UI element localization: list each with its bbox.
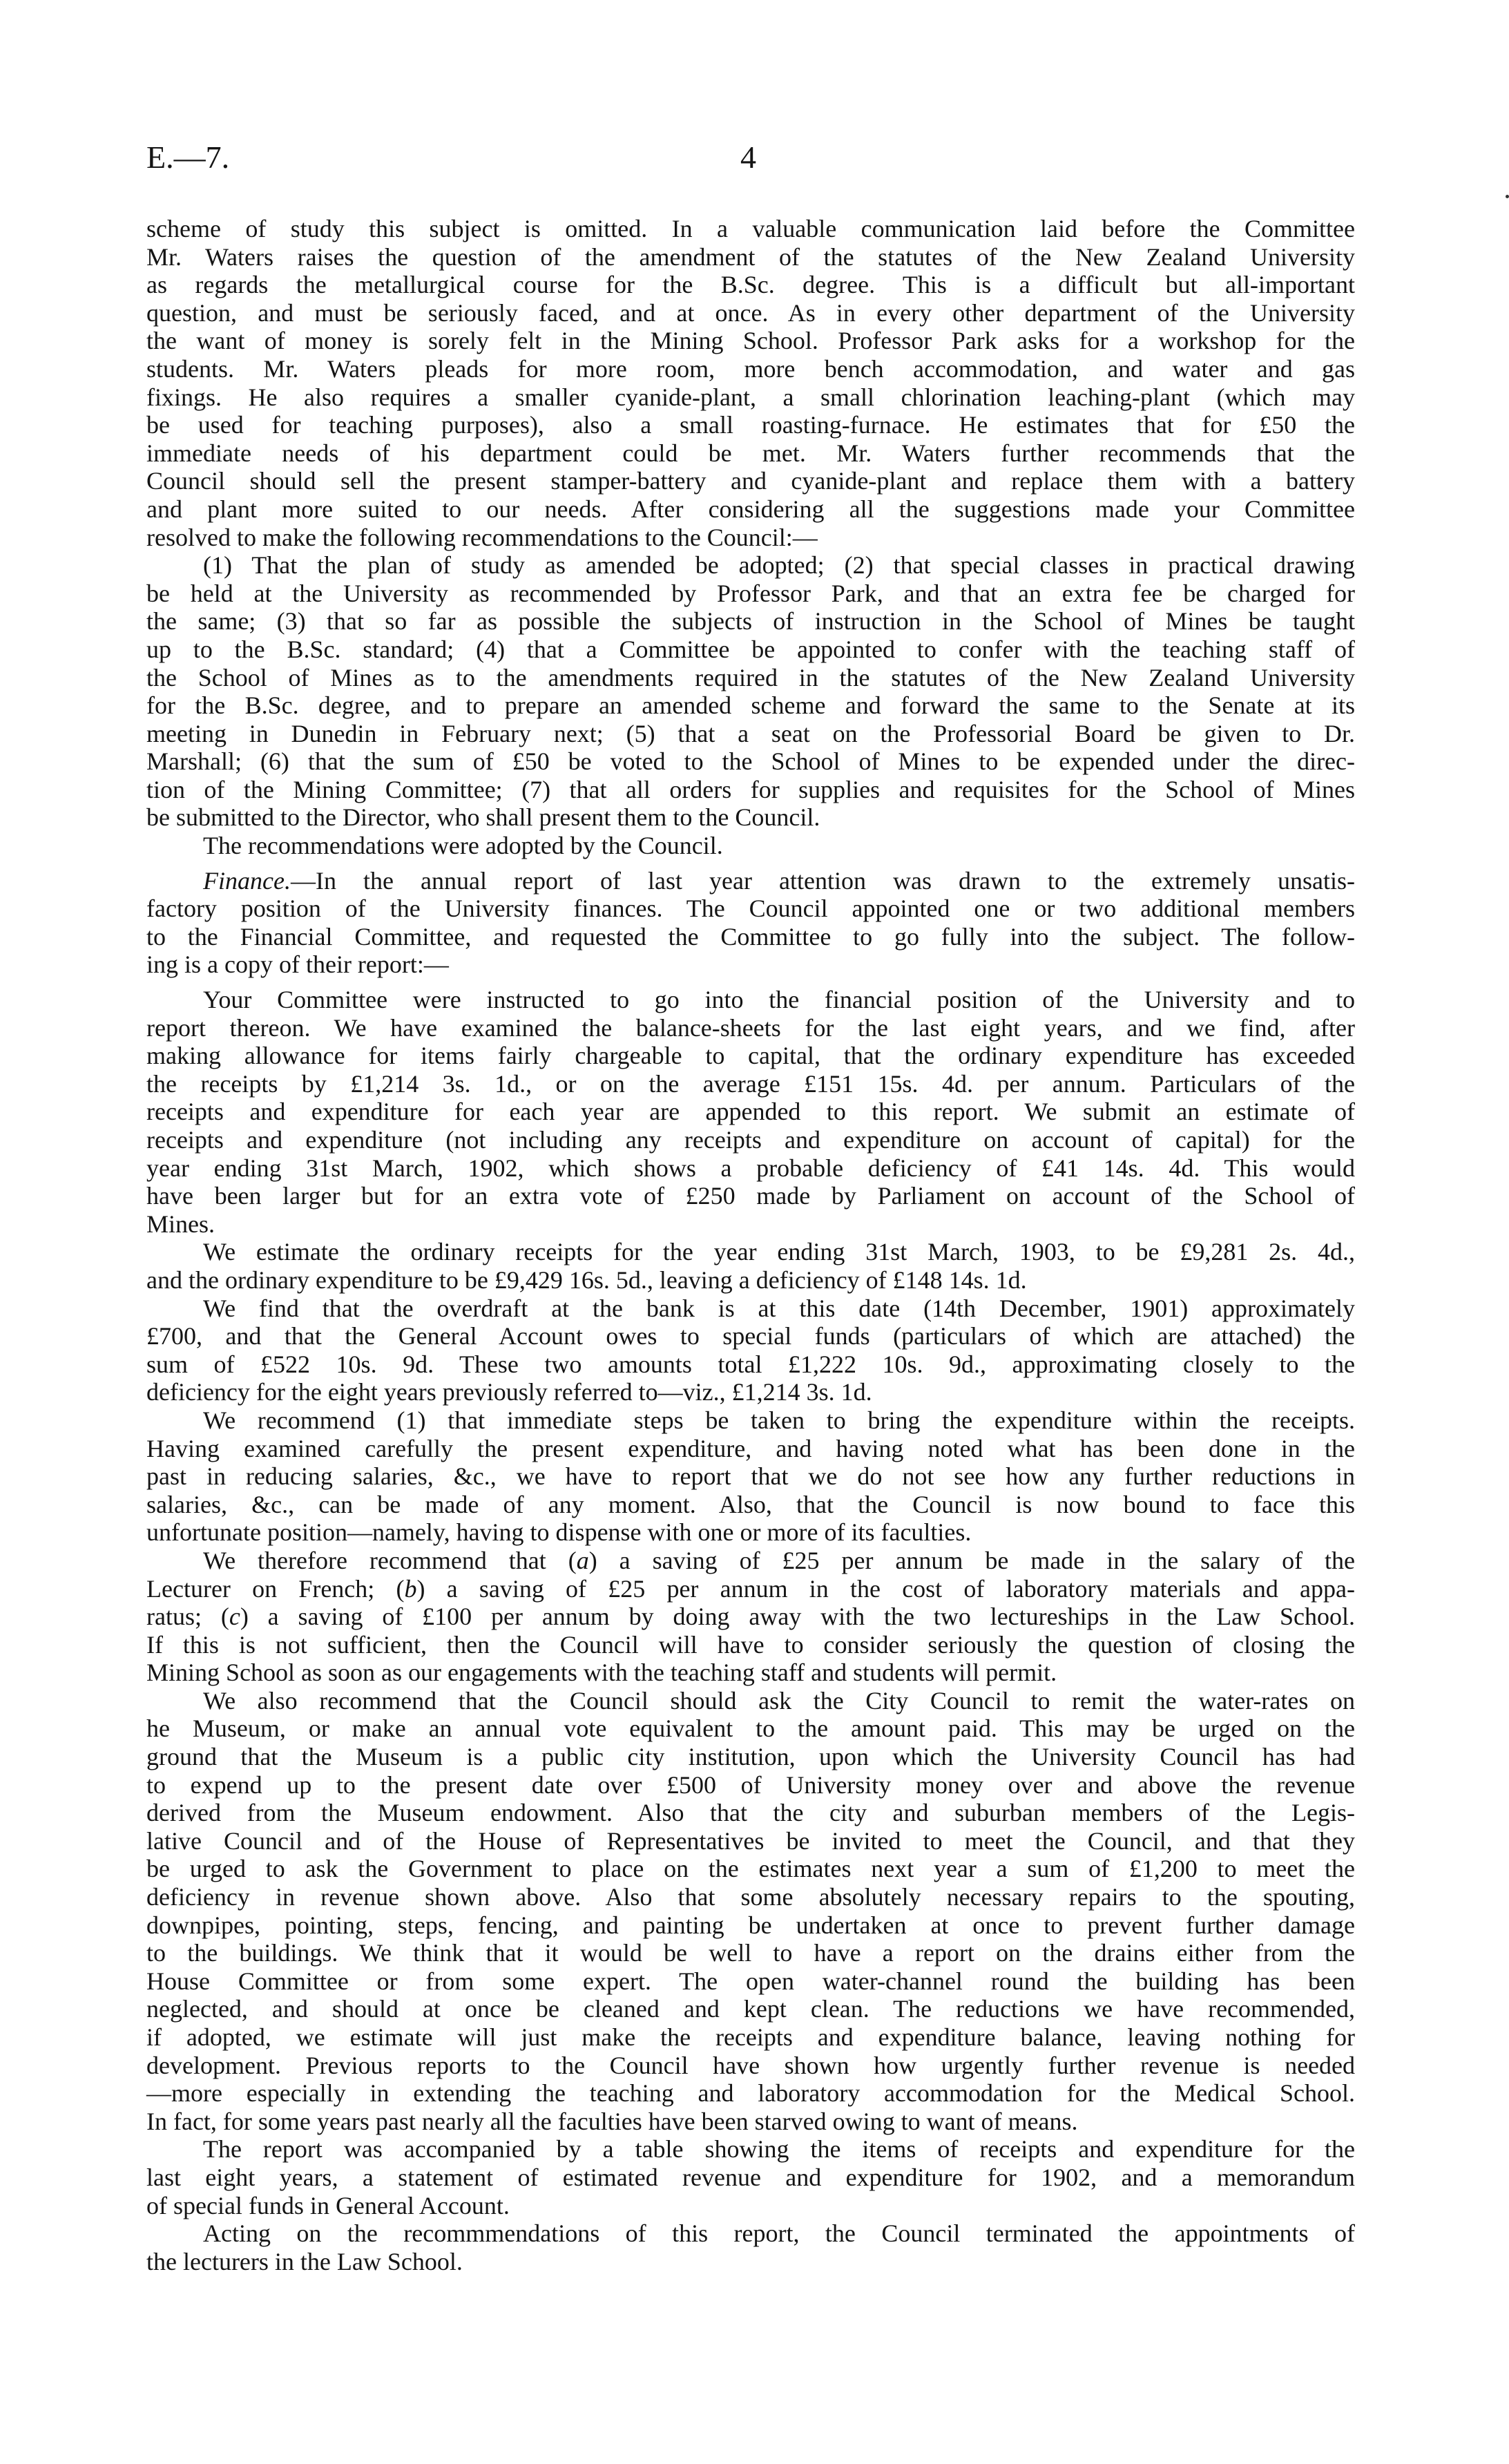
text-line: deficiency for the eight years previously referred to—viz., £1,214 3s. 1d.	[146, 1378, 872, 1406]
text-line: £700, and that the General Account owes to special funds (particulars of which are attached) the	[146, 1322, 1355, 1350]
italic-text: Finance.	[203, 866, 291, 895]
text-line: The report was accompanied by a table showing the items of receipts and expenditure for the	[203, 2135, 1355, 2164]
italic-text: a	[576, 1546, 589, 1574]
text-segment: ratus; (	[146, 1603, 229, 1631]
text-line: salaries, &c., can be made of any moment. Also, that the Council is now bound to face this	[146, 1490, 1355, 1518]
text-line: We recommend (1) that immediate steps be taken to bring the expenditure within the receipts.	[203, 1406, 1355, 1434]
text-line: past in reducing salaries, &c., we have to report that we do not see how any further reductions in	[146, 1462, 1355, 1491]
text-line: (1) That the plan of study as amended be adopted; (2) that special classes in practical drawing	[203, 551, 1355, 580]
text-line: development. Previous reports to the Council have shown how urgently further revenue is needed	[146, 2051, 1355, 2079]
text-line: If this is not sufficient, then the Council will have to consider seriously the question of closing the	[146, 1630, 1355, 1659]
text-line: question, and must be seriously faced, and at once. As in every other department of the University	[146, 298, 1355, 327]
text-line: Your Committee were instructed to go into the financial position of the University and to	[203, 986, 1355, 1014]
text-line: unfortunate position—namely, having to dispense with one or more of its faculties.	[146, 1518, 972, 1547]
text-line: receipts and expenditure (not including any receipts and expenditure on account of capital) for the	[146, 1126, 1355, 1154]
paragraph	[146, 215, 1355, 551]
text-line: to expend up to the present date over £500 of University money over and above the revenue	[146, 1770, 1355, 1799]
text-segment: —In the annual report of last year attention was drawn to the extremely unsatis-	[290, 866, 1355, 895]
paragraph	[146, 867, 1355, 979]
text-line: be held at the University as recommended by Professor Park, and that an extra fee be charged for	[146, 579, 1355, 607]
text-line: Mining School as soon as our engagements with the teaching staff and students will permit.	[146, 1659, 1057, 1687]
paragraph	[146, 832, 1355, 860]
text-line: fixings. He also requires a smaller cyanide-plant, a small chlorination leaching-plant (which may	[146, 383, 1355, 411]
paragraph	[146, 1547, 1355, 1687]
text-segment: ) a saving of £100 per annum by doing away with the two lectureships in the Law School.	[240, 1603, 1356, 1631]
text-line: to the Financial Committee, and requested the Committee to go fully into the subject. The follow-	[146, 922, 1355, 951]
text-line: of special funds in General Account.	[146, 2191, 510, 2219]
text-line: he Museum, or make an annual vote equivalent to the amount paid. This may be urged on the	[146, 1715, 1355, 1743]
text-line: for the B.Sc. degree, and to prepare an amended scheme and forward the same to the Senate at its	[146, 691, 1355, 720]
text-line: House Committee or from some expert. The open water-channel round the building has been	[146, 1967, 1355, 1995]
text-line	[146, 1603, 1355, 1631]
text-line: factory position of the University finances. The Council appointed one or two additional members	[146, 895, 1355, 923]
paragraph	[146, 1238, 1355, 1294]
text-line: neglected, and should at once be cleaned and kept clean. The reductions we have recommended,	[146, 1995, 1355, 2023]
text-line: ing is a copy of their report:—	[146, 951, 449, 979]
text-line: Marshall; (6) that the sum of £50 be voted to the School of Mines to be expended under the direc-	[146, 747, 1355, 776]
page-number: 4	[740, 140, 756, 175]
text-line: scheme of study this subject is omitted. In a valuable communication laid before the Committee	[146, 215, 1355, 242]
paragraph	[146, 986, 1355, 1238]
text-line: year ending 31st March, 1902, which shows a probable deficiency of £41 14s. 4d. This would	[146, 1154, 1355, 1182]
text-segment: Lecturer on French; (	[146, 1574, 405, 1603]
text-line	[146, 867, 1355, 895]
text-line: immediate needs of his department could be met. Mr. Waters further recommends that the	[146, 439, 1355, 467]
scan-speck	[1506, 195, 1509, 198]
text-segment: ) a saving of £25 per annum be made in the salary of the	[588, 1546, 1355, 1574]
text-line: be used for teaching purposes), also a small roasting-furnace. He estimates that for £50 the	[146, 411, 1355, 439]
text-line: ground that the Museum is a public city institution, upon which the University Council has had	[146, 1743, 1355, 1771]
text-line: We find that the overdraft at the bank is at this date (14th December, 1901) approximately	[203, 1294, 1355, 1322]
italic-text: b	[404, 1574, 417, 1603]
text-line: Having examined carefully the present expenditure, and having noted what has been done in the	[146, 1434, 1355, 1462]
text-line: receipts and expenditure for each year are appended to this report. We submit an estimate of	[146, 1098, 1355, 1126]
text-line: as regards the metallurgical course for the B.Sc. degree. This is a difficult but all-important	[146, 271, 1355, 299]
text-line: resolved to make the following recommendations to the Council:—	[146, 523, 818, 551]
text-line: if adopted, we estimate will just make the receipts and expenditure balance, leaving nothing for	[146, 2023, 1355, 2051]
text-line: students. Mr. Waters pleads for more room, more bench accommodation, and water and gas	[146, 354, 1355, 383]
text-line	[146, 1575, 1355, 1603]
paragraph	[146, 1406, 1355, 1547]
document-code: E.—7.	[146, 140, 230, 175]
text-line: to the buildings. We think that it would be well to have a report on the drains either from the	[146, 1939, 1355, 1967]
text-segment: We therefore recommend that (	[203, 1546, 577, 1574]
paragraph	[146, 2219, 1355, 2275]
text-line: Mines.	[146, 1210, 215, 1238]
text-line: be submitted to the Director, who shall present them to the Council.	[146, 803, 820, 832]
paragraph	[146, 551, 1355, 832]
text-line: lative Council and of the House of Representatives be invited to meet the Council, and that they	[146, 1826, 1355, 1855]
text-line: tion of the Mining Committee; (7) that all orders for supplies and requisites for the School of Mines	[146, 775, 1355, 803]
italic-text: c	[229, 1603, 240, 1631]
text-line: Mr. Waters raises the question of the amendment of the statutes of the New Zealand University	[146, 242, 1355, 271]
text-line: The recommendations were adopted by the Council.	[203, 832, 723, 860]
text-line: up to the B.Sc. standard; (4) that a Committee be appointed to confer with the teaching staff of	[146, 635, 1355, 663]
text-line: downpipes, pointing, steps, fencing, and painting be undertaken at once to prevent further damage	[146, 1911, 1355, 1939]
text-line: Acting on the recommmendations of this report, the Council terminated the appointments of	[203, 2219, 1355, 2248]
text-line: Council should sell the present stamper-battery and cyanide-plant and replace them with a battery	[146, 467, 1355, 495]
paragraph	[146, 1295, 1355, 1406]
page-header	[146, 138, 1355, 177]
text-line: be urged to ask the Government to place on the estimates next year a sum of £1,200 to meet the	[146, 1855, 1355, 1883]
text-line: have been larger but for an extra vote of £250 made by Parliament on account of the School of	[146, 1182, 1355, 1210]
text-line: the lecturers in the Law School.	[146, 2247, 463, 2275]
paragraph	[146, 2135, 1355, 2219]
text-line: report thereon. We have examined the balance-sheets for the last eight years, and we find, after	[146, 1013, 1355, 1042]
text-line: deficiency in revenue shown above. Also that some absolutely necessary repairs to the spouting,	[146, 1883, 1355, 1911]
text-line: derived from the Museum endowment. Also that the city and suburban members of the Legis-	[146, 1799, 1355, 1827]
text-line: the School of Mines as to the amendments required in the statutes of the New Zealand University	[146, 663, 1355, 691]
text-line: In fact, for some years past nearly all the faculties have been starved owing to want of means.	[146, 2107, 1078, 2135]
text-segment: ) a saving of £25 per annum in the cost of laboratory materials and appa-	[416, 1574, 1355, 1603]
body-text	[146, 215, 1355, 2275]
text-line: and plant more suited to our needs. After considering all the suggestions made your Committee	[146, 495, 1355, 523]
text-line: and the ordinary expenditure to be £9,429 16s. 5d., leaving a deficiency of £148 14s. 1d.	[146, 1266, 1027, 1294]
text-line: the receipts by £1,214 3s. 1d., or on the average £151 15s. 4d. per annum. Particulars of the	[146, 1069, 1355, 1098]
text-line: last eight years, a statement of estimated revenue and expenditure for 1902, and a memorandum	[146, 2163, 1355, 2191]
text-line: the same; (3) that so far as possible the subjects of instruction in the School of Mines be taught	[146, 607, 1355, 636]
text-line: We estimate the ordinary receipts for the year ending 31st March, 1903, to be £9,281 2s. 4d.,	[203, 1238, 1355, 1266]
text-line: We also recommend that the Council should ask the City Council to remit the water-rates on	[203, 1686, 1355, 1715]
text-line: making allowance for items fairly chargeable to capital, that the ordinary expenditure has exceeded	[146, 1042, 1355, 1070]
text-line	[146, 1547, 1355, 1575]
paragraph	[146, 1687, 1355, 2136]
text-line: the want of money is sorely felt in the Mining School. Professor Park asks for a workshop for the	[146, 327, 1355, 355]
text-line: —more especially in extending the teaching and laboratory accommodation for the Medical School.	[146, 2079, 1355, 2108]
text-line: meeting in Dunedin in February next; (5) that a seat on the Professorial Board be given to Dr.	[146, 719, 1355, 747]
text-line: sum of £522 10s. 9d. These two amounts total £1,222 10s. 9d., approximating closely to the	[146, 1350, 1355, 1378]
